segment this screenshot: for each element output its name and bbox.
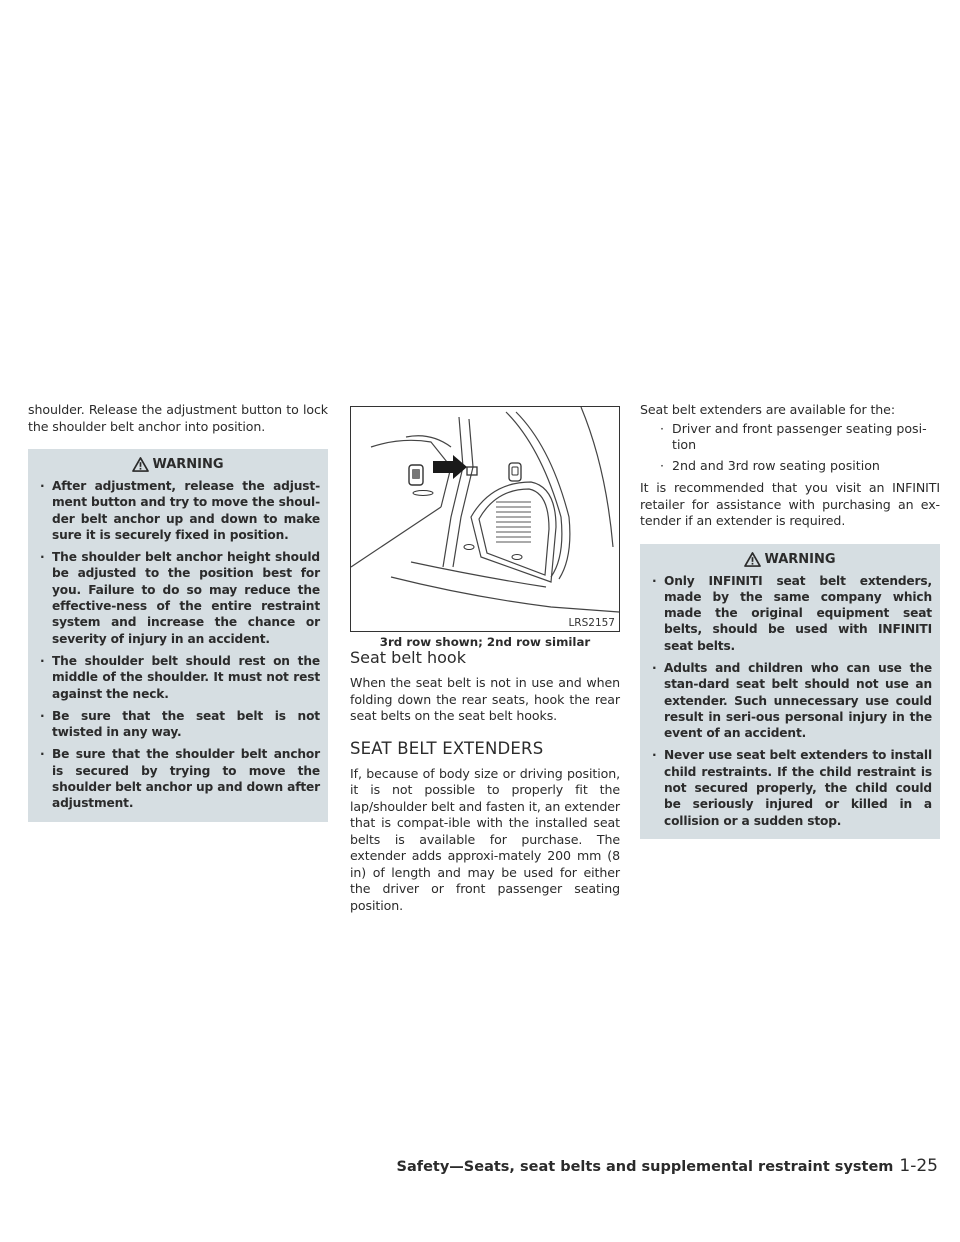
warning-item: · The shoulder belt should rest on the middle of the shoulder. It must not rest against the neck. xyxy=(40,653,320,701)
warning-heading xyxy=(36,457,320,472)
warning-box-shoulder-belt xyxy=(28,449,328,822)
hook-paragraph: When the seat belt is not in use and when folding down the rear seats, hook the rear seat belts on the seat belt hooks. xyxy=(350,675,620,723)
left-column xyxy=(28,402,328,822)
right-column xyxy=(640,402,940,839)
seat-belt-hook-drawing xyxy=(351,407,619,631)
warning-item: · After adjustment, release the adjust-ment button and try to move the shoul-der belt anchor up and down to make sure it is securely fixed in position. xyxy=(40,479,320,542)
warning-item: · Never use seat belt extenders to install child restraints. If the child restraint is not secured properly, the child could be seriously injured or killed in a collision or a sudden stop. xyxy=(652,748,932,828)
warning-triangle-icon xyxy=(744,552,761,567)
figure-code: LRS2157 xyxy=(568,617,615,629)
middle-column xyxy=(350,648,620,914)
warning-item: · Only INFINITI seat belt extenders, made by the same company which made the original equipment seat belts, should be used with INFINITI seat belts. xyxy=(652,573,932,653)
warning-heading xyxy=(648,552,932,567)
warning-item: · The shoulder belt anchor height should be adjusted to the position best for you. Failure to do so may reduce the effective-ness of the entire restraint system and increase the chance or severity of injury in an accident. xyxy=(40,550,320,646)
warning-title: WARNING xyxy=(152,457,224,472)
recommend-paragraph: It is recommended that you visit an INFINITI retailer for assistance with purchasing an ex-tender if an extender is required. xyxy=(640,480,940,528)
warning-item: · Be sure that the shoulder belt anchor is secured by trying to move the shoulder belt anchor up and down after adjustment. xyxy=(40,747,320,811)
warning-box-extenders xyxy=(640,544,940,839)
figure-caption: 3rd row shown; 2nd row similar xyxy=(379,635,591,649)
seat-belt-hook-illustration xyxy=(350,406,620,632)
page-number: 1-25 xyxy=(899,1156,938,1176)
extender-availability-intro: Seat belt extenders are available for the: xyxy=(640,402,895,417)
footer-section-title: Safety—Seats, seat belts and supplemental restraint system xyxy=(396,1159,894,1175)
warning-item: · Be sure that the seat belt is not twisted in any way. xyxy=(40,708,320,740)
warning-item: · Adults and children who can use the stan-dard seat belt should not use an extender. Such unnecessary use could result in seri-ous personal injury in the event of an accident. xyxy=(652,660,932,741)
page-footer xyxy=(397,1156,938,1176)
section-heading-seat-belt-extenders: SEAT BELT EXTENDERS xyxy=(350,738,544,758)
warning-title: WARNING xyxy=(764,551,836,567)
intro-paragraph: shoulder. Release the adjustment button to lock the shoulder belt anchor into position. xyxy=(28,402,328,434)
section-heading-seat-belt-hook: Seat belt hook xyxy=(350,648,466,667)
warning-triangle-icon xyxy=(132,457,149,472)
extender-paragraph: If, because of body size or driving position, it is not possible to properly fit the lap/shoulder belt and fasten it, an extender that is compat-ible with the installed seat belts is available for purchase. The extender adds approxi-mately 200 mm (8 in) of length and may be used for either the driver or front passenger seating position. xyxy=(350,765,620,913)
list-item: · 2nd and 3rd row seating position xyxy=(660,457,880,473)
list-item: · Driver and front passenger seating posi-tion xyxy=(660,420,927,452)
